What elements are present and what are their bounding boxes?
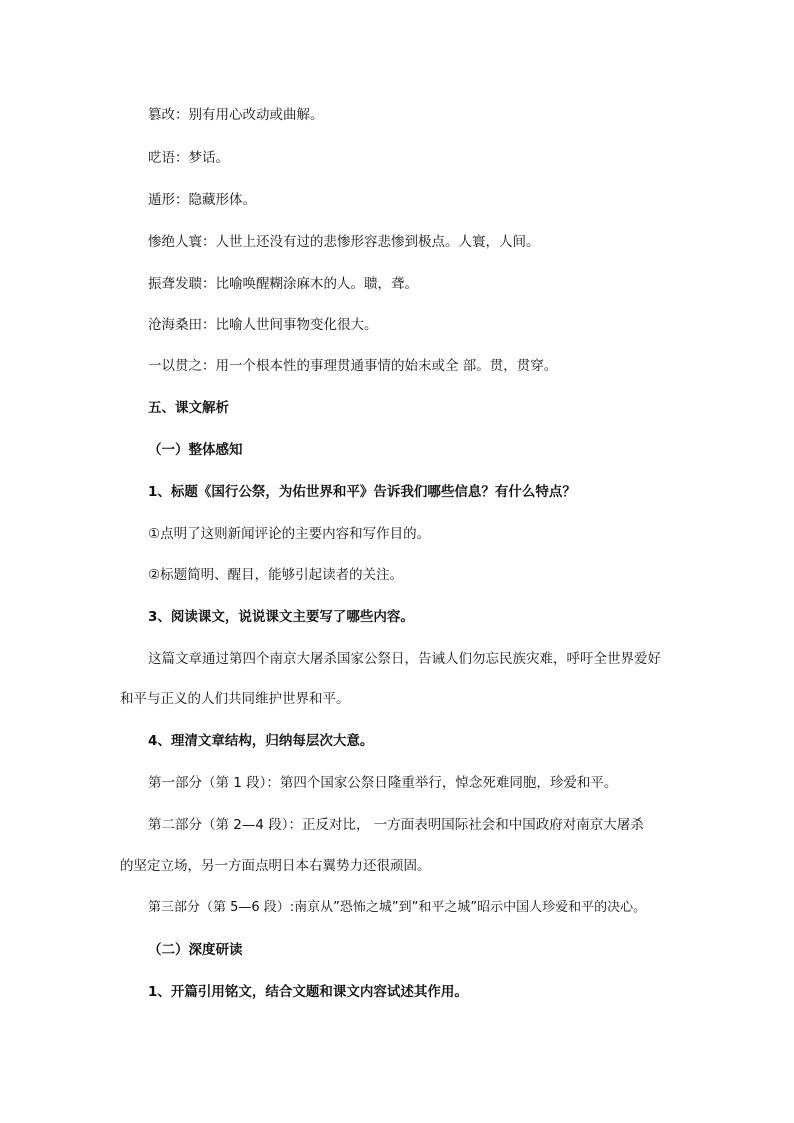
answer-line: 这篇文章通过第四个南京大屠杀国家公祭日，告诫人们勿忘民族灾难，呼吁全世界爱好 xyxy=(148,651,661,667)
vocab-item: 遁形：隐藏形体。 xyxy=(148,192,256,208)
subsection-heading: （二）深度研读 xyxy=(148,942,243,958)
subsection-heading: （一）整体感知 xyxy=(148,442,243,458)
question: 3、阅读课文，说说课文主要写了哪些内容。 xyxy=(148,609,414,625)
question: 1、开篇引用铭文，结合文题和课文内容试述其作用。 xyxy=(148,984,468,1000)
answer-line: ①点明了这则新闻评论的主要内容和写作目的。 xyxy=(148,526,431,542)
vocab-item: 沧海桑田：比喻人世间事物变化很大。 xyxy=(148,317,378,333)
answer-line: 和平与正义的人们共同维护世界和平。 xyxy=(120,691,350,707)
structure-part: 第二部分（第 2—4 段）：正反对比， 一方面表明国际社会和中国政府对南京大屠杀 xyxy=(148,817,644,833)
vocab-item: 振聋发聩：比喻唤醒糊涂麻木的人。聩，聋。 xyxy=(148,276,418,292)
question: 4、理清文章结构，归纳每层次大意。 xyxy=(148,733,374,749)
section-heading: 五、课文解析 xyxy=(148,400,229,416)
vocab-item: 惨绝人寰：人世上还没有过的悲惨形容悲惨到极点。人寰，人间。 xyxy=(148,234,540,250)
vocab-item: 呓语：梦话。 xyxy=(148,150,229,166)
structure-part: 的坚定立场，另一方面点明日本右翼势力还很顽固。 xyxy=(120,858,431,874)
structure-part: 第三部分（第 5—6 段）:南京从”恐怖之城”到”和平之城”昭示中国人珍爱和平的决心。 xyxy=(148,900,647,915)
structure-part: 第一部分（第 1 段）：第四个国家公祭日隆重举行，悼念死难同胞，珍爱和平。 xyxy=(148,775,618,791)
answer-line: ②标题简明、醒目，能够引起读者的关注。 xyxy=(148,567,404,583)
question: 1、标题《国行公祭，为佑世界和平》告诉我们哪些信息？有什么特点？ xyxy=(148,484,576,500)
vocab-item: 篡改：别有用心改动或曲解。 xyxy=(148,107,324,123)
vocab-item: 一以贯之：用一个根本性的事理贯通事情的始末或全 部。贯，贯穿。 xyxy=(148,358,558,374)
